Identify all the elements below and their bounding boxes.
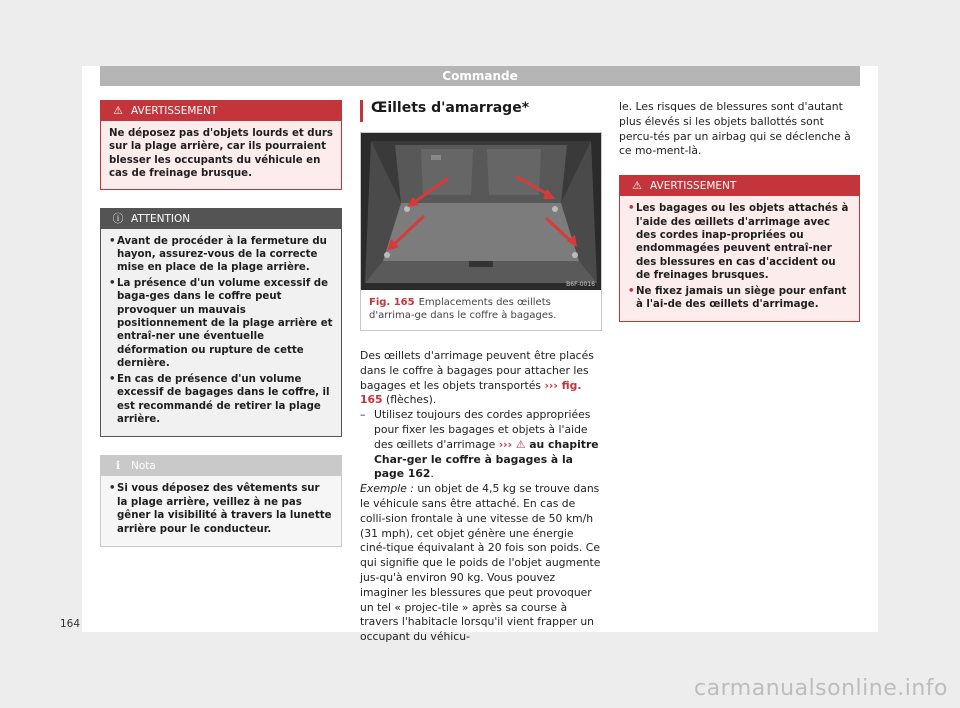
attention-label: ATTENTION: [131, 212, 191, 225]
watermark: carmanualsonline.info: [694, 676, 948, 701]
warning-box: [619, 175, 860, 322]
warning-box: [100, 100, 342, 190]
warning-triangle-icon: ⚠: [113, 104, 123, 117]
warning-body: [620, 196, 859, 321]
warning-triangle-icon: ⚠: [515, 437, 526, 451]
list-item: • Si vous déposez des vêtements sur la plage arrière, veillez à ne pas gêner la visibilité à travers la lunette arrière pour le conducteur.: [109, 483, 332, 535]
figure-number: Fig. 165: [369, 297, 415, 308]
attention-body: [101, 229, 341, 437]
nota-box-header: [101, 456, 341, 476]
warning-body: [101, 121, 341, 189]
warning-text: Ne déposez pas d'objets lourds et durs sur la plage arrière, car ils pourraient blesser les occupants du véhicule en cas de freinage brusque.: [109, 128, 333, 180]
list-item: • En cas de présence d'un volume excessif de bagages dans le coffre, il est recommandé de retirer la plage arrière.: [109, 373, 330, 425]
page-number: 164: [60, 618, 81, 630]
warning-triangle-icon: ⚠: [632, 179, 642, 193]
section-title: Œillets d'amarrage*: [360, 100, 602, 122]
figure-code: B6F-0016: [566, 281, 595, 288]
list-item: • Les bagages ou les objets attachés à l'aide des œillets d'arrimage avec des cordes inap-propriées ou endommagées peuvent entraî-ner des blessures en cas d'accident ou de freinages brusques.: [628, 203, 849, 282]
dash-item: – Utilisez toujours des cordes appropriées pour fixer les bagages et objets à l'aide des œillets d'arrimage ››› ⚠ au chapitre Char-ger le coffre à bagages à la page 162.: [360, 408, 599, 481]
warning-label: AVERTISSEMENT: [650, 180, 737, 193]
page-header: [100, 66, 860, 86]
paragraph: Des œillets d'arrimage peuvent être placés dans le coffre à bagages pour attacher les bagages et les objets transportés ››› fig. 165 (flèches).: [360, 349, 594, 407]
middle-column: [360, 100, 602, 645]
warning-label: AVERTISSEMENT: [131, 105, 218, 117]
figure: [360, 132, 602, 331]
exclamation-circle-icon: ⓘ: [112, 211, 124, 225]
nota-body: [101, 476, 341, 546]
info-icon: ℹ: [115, 459, 121, 473]
figure-caption: [361, 290, 601, 330]
trunk-photo: [361, 133, 601, 290]
attention-box-header: [101, 209, 341, 229]
figure-caption-text: Emplacements des œillets d'arrima-ge dans le coffre à bagages.: [369, 297, 557, 321]
header-title: Commande: [442, 69, 518, 83]
warning-box-header: [101, 101, 341, 121]
nota-box: [100, 455, 342, 547]
figure-link[interactable]: ››› fig. 165: [360, 378, 582, 407]
nota-label: Nota: [131, 460, 156, 473]
paragraph: Exemple : un objet de 4,5 kg se trouve dans le véhicule sans être attaché. En cas de colli-sion frontale à une vitesse de 50 km/h (31 mph), cet objet génère une énergie ciné-tique équivalant à 20 fois son poids. Ce qui signifie que le poids de l'objet augmente jus-qu'à environ 90 kg. Vous pouvez imaginer les blessures que peut provoquer un tel « projec-tile » après sa course à travers l'habitacle lorsqu'il vient frapper un occupant du véhicu-: [360, 482, 601, 644]
list-item: • La présence d'un volume excessif de baga-ges dans le coffre peut provoquer un mauvais positionnement de la plage arrière et entraî-ner une éventuelle déformation ou rupture de cette dernière.: [109, 277, 333, 370]
right-column: [619, 100, 860, 340]
list-item: • Avant de procéder à la fermeture du hayon, assurez-vous de la correcte mise en place de la plage arrière.: [109, 235, 327, 274]
warning-box-header: [620, 176, 859, 196]
paragraph: le. Les risques de blessures sont d'autant plus élevés si les objets ballottés sont percu-tés par un airbag qui se déclenche à ce mo-ment-là.: [619, 100, 851, 158]
chapter-link[interactable]: ›››: [498, 437, 516, 451]
list-item: • Ne fixez jamais un siège pour enfant à l'ai-de des œillets d'arrimage.: [628, 285, 847, 311]
body-text: [360, 349, 602, 645]
attention-box: [100, 208, 342, 438]
left-column: [100, 100, 342, 565]
